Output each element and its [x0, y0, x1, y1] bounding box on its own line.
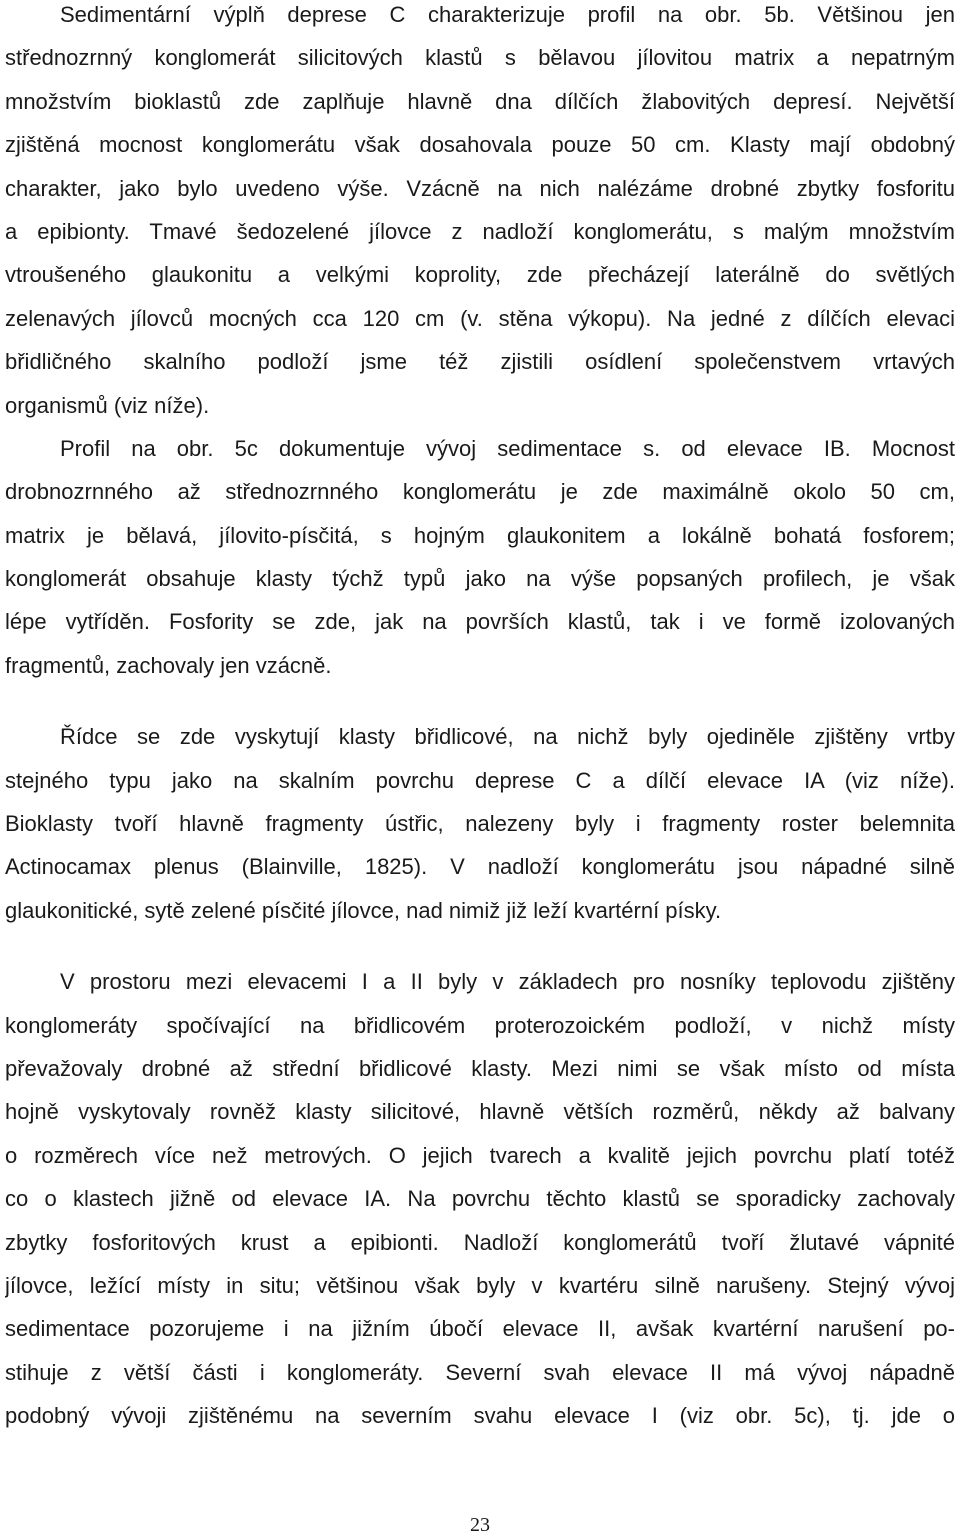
text-line: Profil na obr. 5c dokumentuje vývoj sedimentace s. od elevace IB. Mocnost [60, 435, 955, 461]
paragraph-gap [5, 932, 955, 960]
text-line: zbytky fosforitových krust a epibionti. Nadloží konglomerátů tvoří žlutavé vápnité [5, 1229, 955, 1255]
paragraph-deprese-c [5, 0, 955, 427]
text-line: V prostoru mezi elevacemi I a II byly v základech pro nosníky teplovodu zjištěny [60, 969, 955, 995]
text-line: lépe vytříděn. Fosfority se zde, jak na površích klastů, tak i ve formě izolovaných [5, 609, 955, 635]
text-line: sedimentace pozorujeme i na jižním úbočí elevace II, avšak kvartérní narušení po- [5, 1316, 955, 1342]
text-line: množstvím bioklastů zde zaplňuje hlavně dna dílčích žlabovitých depresí. Největší [5, 88, 955, 114]
text-line: hojně vyskytovaly rovněž klasty silicitové, hlavně větších rozměrů, někdy až balvany [5, 1099, 955, 1125]
text-line: zelenavých jílovců mocných cca 120 cm (v. stěna výkopu). Na jedné z dílčích elevaci [5, 305, 955, 331]
text-line: Bioklasty tvoří hlavně fragmenty ústřic, nalezeny byly i fragmenty roster belemnita [5, 811, 955, 837]
text-line: břidličného skalního podloží jsme též zjistili osídlení společenstvem vrtavých [5, 349, 955, 375]
text-line: glaukonitické, sytě zelené písčité jílovce, nad nimiž již leží kvartérní písky. [5, 897, 722, 923]
text-line: konglomeráty spočívající na břidlicovém proterozoickém podloží, v nichž místy [5, 1012, 955, 1038]
text-line: fragmentů, zachovaly jen vzácně. [5, 652, 332, 678]
paragraph-profil-5c [5, 427, 955, 687]
text-line: převažovaly drobné až střední břidlicové klasty. Mezi nimi se však místo od místa [5, 1055, 955, 1081]
text-line: Řídce se zde vyskytují klasty břidlicové, na nichž byly ojediněle zjištěny vrtby [60, 724, 955, 750]
text-line: stihuje z větší části i konglomeráty. Severní svah elevace II má vývoj nápadně [5, 1359, 955, 1385]
text-line: konglomerát obsahuje klasty týchž typů jako na výše popsaných profilech, je však [5, 566, 955, 592]
text-line: Sedimentární výplň deprese C charakterizuje profil na obr. 5b. Většinou jen [60, 2, 955, 27]
text-line: Actinocamax plenus (Blainville, 1825). V nadloží konglomerátu jsou nápadné silně [5, 854, 955, 880]
text-line: zjištěná mocnost konglomerátu však dosahovala pouze 50 cm. Klasty mají obdobný [5, 132, 955, 158]
paragraph-bridlicove-klasty [5, 715, 955, 932]
text-line: podobný vývoji zjištěnému na severním svahu elevace I (viz obr. 5c), tj. jde o [5, 1403, 955, 1429]
text-line: střednozrnný konglomerát silicitových klastů s bělavou jílovitou matrix a nepatrným [5, 45, 955, 71]
text-line: a epibionty. Tmavé šedozelené jílovce z nadloží konglomerátu, s malým množstvím [5, 218, 955, 244]
text-line: co o klastech jižně od elevace IA. Na povrchu těchto klastů se sporadicky zachovaly [5, 1186, 955, 1212]
text-line: organismů (viz níže). [5, 392, 210, 418]
text-line: o rozměrech více než metrových. O jejich tvarech a kvalitě jejich povrchu platí totéž [5, 1142, 955, 1168]
text-line: drobnozrnného až střednozrnného konglomerátu je zde maximálně okolo 50 cm, [5, 479, 955, 505]
paragraph-gap [5, 687, 955, 715]
page-text [5, 0, 955, 1438]
text-line: vtroušeného glaukonitu a velkými koprolity, zde přecházejí laterálně do světlých [5, 262, 955, 288]
text-line: charakter, jako bylo uvedeno výše. Vzácně na nich nalézáme drobné zbytky fosforitu [5, 175, 955, 201]
text-line: jílovce, ležící místy in situ; většinou však byly v kvartéru silně narušeny. Stejný vývoj [5, 1272, 955, 1298]
page-number: 23 [470, 1514, 490, 1536]
paragraph-elevace-i-ii [5, 960, 955, 1437]
text-line: matrix je bělavá, jílovito-písčitá, s hojným glaukonitem a lokálně bohatá fosforem; [5, 522, 955, 548]
text-line: stejného typu jako na skalním povrchu deprese C a dílčí elevace IA (viz níže). [5, 767, 955, 793]
